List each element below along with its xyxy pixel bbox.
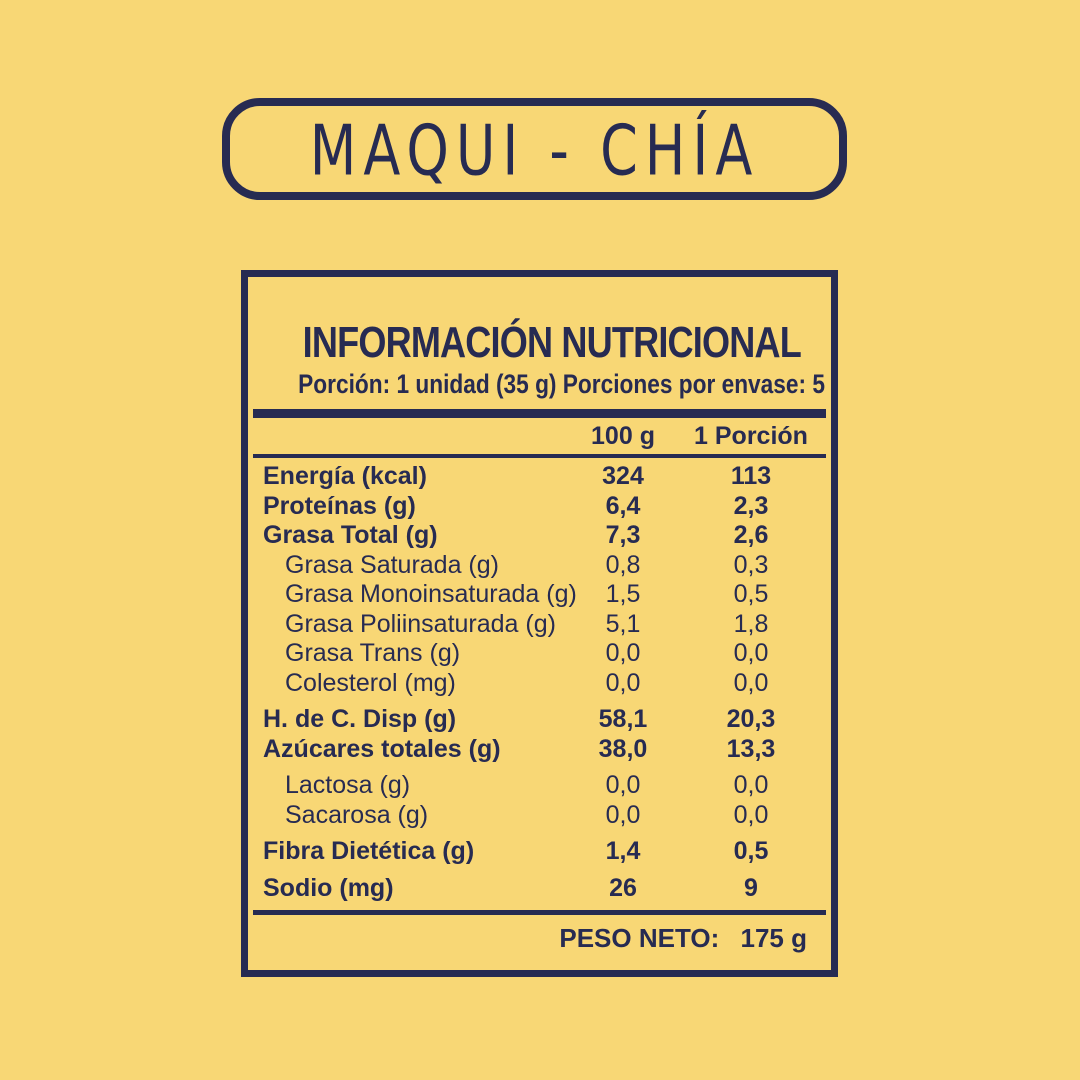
nutrient-value-portion: 2,6 — [733, 521, 769, 549]
nutrient-value-portion: 0,0 — [733, 668, 769, 697]
nutrient-value-100g: 0,0 — [605, 800, 641, 829]
nutrient-label: Colesterol (mg) — [285, 668, 456, 697]
column-header-100g: 100 g — [591, 422, 655, 450]
nutrient-value-100g: 0,0 — [605, 771, 641, 799]
nutrition-title-text: INFORMACIÓN NUTRICIONAL — [302, 318, 801, 367]
nutrient-label: H. de C. Disp (g) — [263, 705, 457, 733]
nutrient-row — [248, 801, 831, 831]
nutrient-value-portion: 113 — [730, 462, 772, 490]
nutrient-rows — [248, 462, 831, 903]
nutrient-row — [248, 462, 831, 492]
divider-thin-top — [253, 454, 826, 458]
nutrition-title — [248, 319, 831, 367]
nutrient-row — [248, 580, 831, 610]
nutrient-label: Proteínas (g) — [263, 491, 416, 520]
nutrient-value-100g: 5,1 — [605, 609, 641, 638]
divider-thin-bottom — [253, 910, 826, 915]
nutrient-row — [248, 874, 831, 904]
nutrient-value-portion: 13,3 — [726, 734, 776, 763]
serving-info-text: Porción: 1 unidad (35 g) Porciones por envase: 5 — [298, 369, 825, 399]
product-title-badge — [222, 98, 847, 200]
nutrient-label: Grasa Monoinsaturada (g) — [285, 580, 577, 608]
nutrient-value-100g: 7,3 — [605, 521, 641, 549]
nutrient-value-100g: 58,1 — [598, 705, 648, 733]
nutrient-label: Energía (kcal) — [263, 462, 427, 490]
nutrition-panel — [241, 270, 838, 977]
column-header-portion: 1 Porción — [694, 422, 808, 450]
nutrient-label: Fibra Dietética (g) — [263, 837, 475, 865]
nutrient-row — [248, 837, 831, 867]
nutrient-value-100g: 38,0 — [598, 734, 648, 763]
nutrient-value-portion: 0,0 — [733, 771, 769, 799]
nutrient-label: Grasa Saturada (g) — [285, 550, 499, 579]
nutrient-label: Grasa Trans (g) — [285, 639, 461, 667]
nutrient-value-100g: 0,8 — [605, 550, 641, 579]
nutrient-value-portion: 0,0 — [733, 800, 769, 829]
nutrient-value-portion: 9 — [744, 873, 758, 902]
nutrient-label: Grasa Poliinsaturada (g) — [285, 609, 556, 638]
net-weight-label: PESO NETO: — [559, 923, 720, 953]
nutrient-row — [248, 492, 831, 522]
net-weight-row — [248, 923, 831, 953]
product-title: MAQUI - CHÍA — [309, 109, 760, 191]
nutrient-value-portion: 0,3 — [733, 550, 769, 579]
nutrient-value-portion: 2,3 — [733, 491, 769, 520]
nutrient-row — [248, 639, 831, 669]
nutrient-value-100g: 0,0 — [605, 639, 641, 667]
divider-thick — [253, 409, 826, 418]
nutrient-value-100g: 0,0 — [605, 668, 641, 697]
serving-info — [248, 369, 831, 399]
nutrient-value-100g: 26 — [609, 873, 637, 902]
nutrient-row — [248, 735, 831, 765]
nutrient-value-100g: 1,5 — [605, 580, 641, 608]
nutrient-label: Sodio (mg) — [263, 873, 394, 902]
nutrient-label: Sacarosa (g) — [285, 800, 429, 829]
nutrient-row — [248, 705, 831, 735]
nutrient-row — [248, 771, 831, 801]
net-weight-value: 175 g — [740, 923, 807, 953]
nutrient-value-portion: 1,8 — [733, 609, 769, 638]
column-header-row — [248, 422, 831, 450]
nutrient-value-100g: 324 — [602, 462, 644, 490]
nutrient-label: Azúcares totales (g) — [263, 734, 501, 763]
nutrient-value-portion: 0,0 — [733, 639, 769, 667]
nutrient-value-100g: 1,4 — [605, 837, 641, 865]
nutrient-value-100g: 6,4 — [605, 491, 641, 520]
nutrient-row — [248, 521, 831, 551]
nutrient-label: Lactosa (g) — [285, 771, 411, 799]
nutrient-row — [248, 551, 831, 581]
nutrient-label: Grasa Total (g) — [263, 521, 438, 549]
nutrient-value-portion: 0,5 — [733, 580, 769, 608]
nutrient-row — [248, 610, 831, 640]
nutrient-value-portion: 20,3 — [726, 705, 776, 733]
nutrient-row — [248, 669, 831, 699]
nutrient-value-portion: 0,5 — [733, 837, 769, 865]
